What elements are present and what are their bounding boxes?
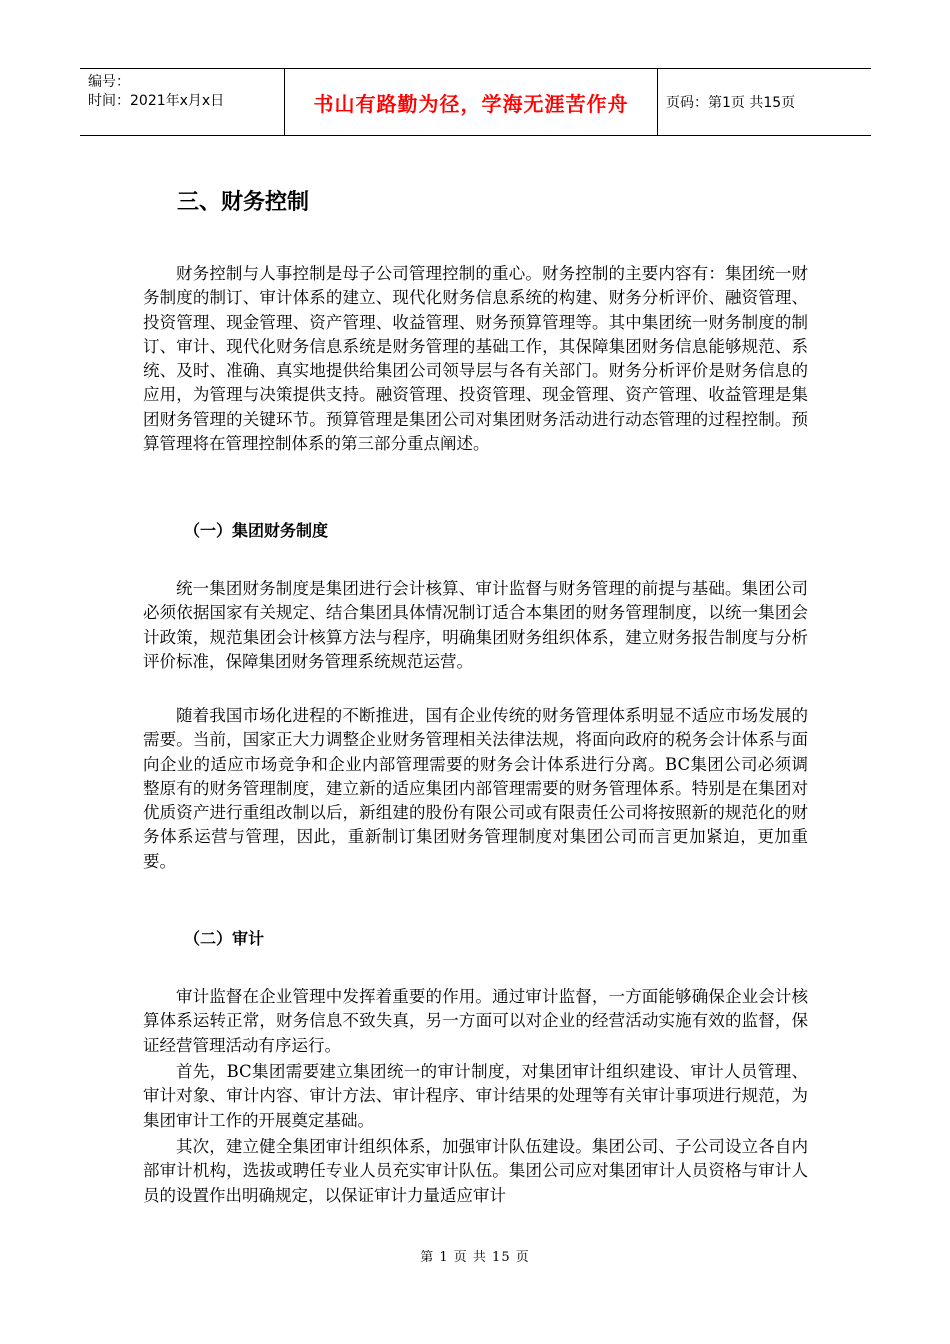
page-footer: 第 1 页 共 15 页 bbox=[420, 1250, 530, 1265]
header-meta bbox=[80, 69, 284, 135]
subsection-heading-1: （一）集团财务制度 bbox=[184, 521, 329, 540]
subsection-heading-2: （二）审计 bbox=[184, 929, 265, 948]
header-motto: 书山有路勤为径，学海无涯苦作舟 bbox=[284, 69, 658, 135]
subsection-2-paragraph-2: 首先，BC集团需要建立集团统一的审计制度，对集团审计组织建设、审计人员管理、审计对象、审计内容、审计方法、审计程序、审计结果的处理等有关审计事项进行规范，为集团审计工作的开展奠定基础。 bbox=[143, 1062, 808, 1130]
subsection-1-paragraph-2: 随着我国市场化进程的不断推进，国有企业传统的财务管理体系明显不适应市场发展的需要。当前，国家正大力调整企业财务管理相关法律法规，将面向政府的税务会计体系与面向企业的适应市场竞争和企业内部管理需要的财务会计体系进行分离。BC集团公司必须调整原有的财务管理制度，建立新的适应集团内部管理需要的财务管理体系。特别是在集团对优质资产进行重组改制以后，新组建的股份有限公司或有限责任公司将按照新的规范化的财务体系运营与管理，因此，重新制订集团财务管理制度对集团公司而言更加紧迫，更加重要。 bbox=[143, 706, 808, 871]
header-date-label: 时间：2021年x月x日 bbox=[88, 93, 225, 109]
subsection-2-paragraph-1: 审计监督在企业管理中发挥着重要的作用。通过审计监督，一方面能够确保企业会计核算体系运转正常，财务信息不致失真，另一方面可以对企业的经营活动实施有效的监督，保证经营管理活动有序运行。 bbox=[143, 987, 808, 1055]
header-page-info: 页码：第1页 共15页 bbox=[666, 95, 796, 111]
section-title: 三、财务控制 bbox=[177, 190, 310, 215]
page-header bbox=[80, 68, 871, 136]
intro-paragraph: 财务控制与人事控制是母子公司管理控制的重心。财务控制的主要内容有：集团统一财务制度的制订、审计体系的建立、现代化财务信息系统的构建、财务分析评价、融资管理、投资管理、现金管理、资产管理、收益管理、财务预算管理等。其中集团统一财务制度的制订、审计、现代化财务信息系统是财务管理的基础工作，其保障集团财务信息能够规范、系统、及时、准确、真实地提供给集团公司领导层与各有关部门。财务分析评价是财务信息的应用，为管理与决策提供支持。融资管理、投资管理、现金管理、资产管理、收益管理是集团财务管理的关键环节。预算管理是集团公司对集团财务活动进行动态管理的过程控制。预算管理将在管理控制体系的第三部分重点阐述。 bbox=[143, 264, 808, 454]
subsection-2-paragraph-3: 其次，建立健全集团审计组织体系，加强审计队伍建设。集团公司、子公司设立各自内部审计机构，选拔或聘任专业人员充实审计队伍。集团公司应对集团审计人员资格与审计人员的设置作出明确规定，以保证审计力量适应审计 bbox=[143, 1137, 808, 1205]
header-number-label: 编号： bbox=[88, 74, 130, 90]
subsection-1-paragraph-1: 统一集团财务制度是集团进行会计核算、审计监督与财务管理的前提与基础。集团公司必须依据国家有关规定、结合集团具体情况制订适合本集团的财务管理制度，以统一集团会计政策，规范集团会计核算方法与程序，明确集团财务组织体系，建立财务报告制度与分析评价标准，保障集团财务管理系统规范运营。 bbox=[143, 579, 808, 671]
